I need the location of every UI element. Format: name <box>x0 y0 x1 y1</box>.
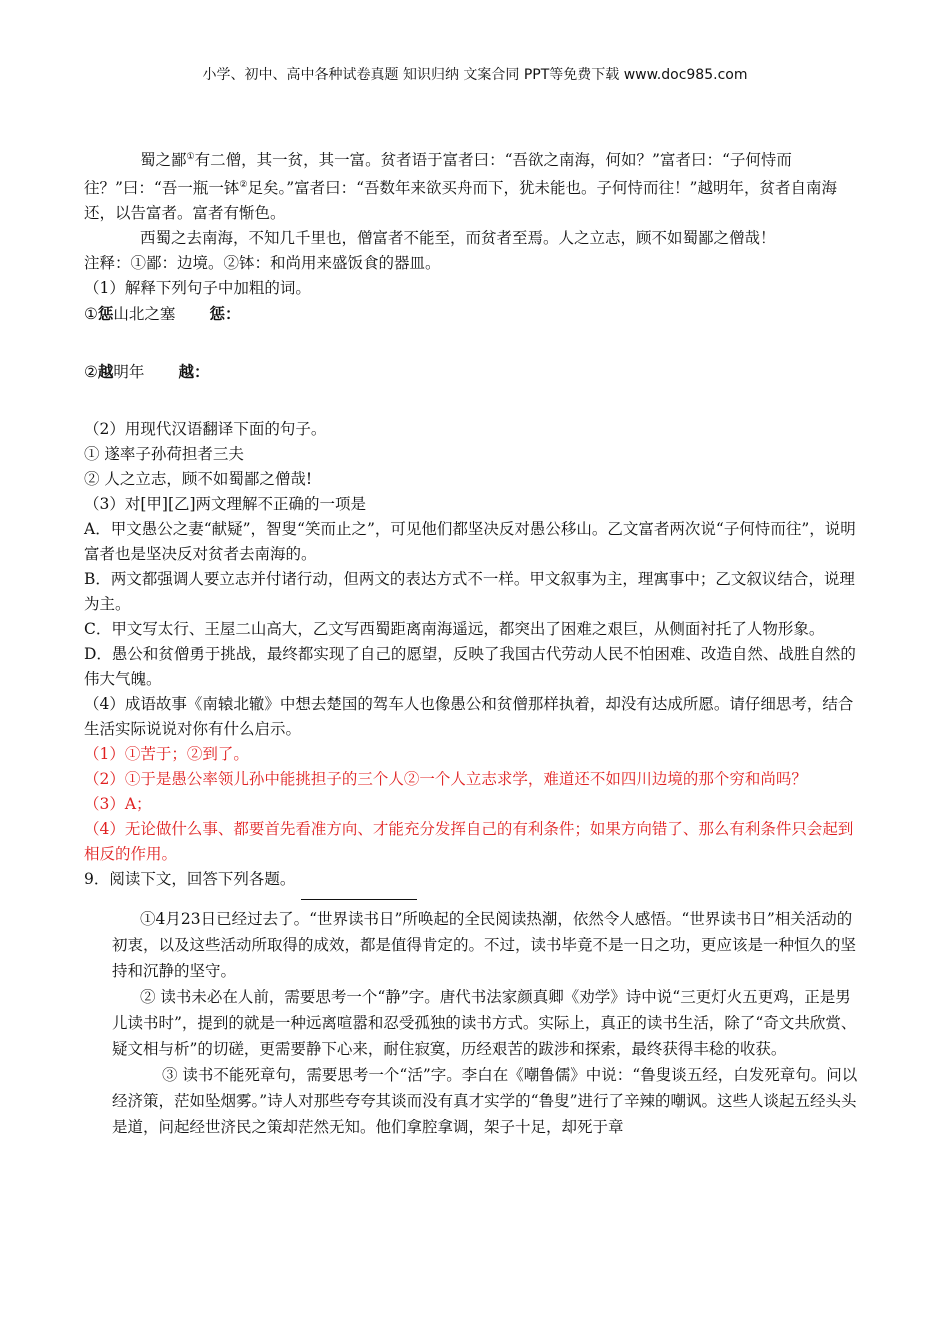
question-3-option-b: B．两文都强调人要立志并付诸行动，但两文的表达方式不一样。甲文叙事为主，理寓事中；乙文叙议结合，说理为主。 <box>84 570 855 614</box>
answer-2: （2）①于是愚公率领儿孙中能挑担子的三个人②一个人立志求学，难道还不如四川边境的那个穷和尚吗？ <box>84 770 807 789</box>
answer-3: （3）A； <box>84 795 152 814</box>
essay <box>84 906 860 1140</box>
document-body <box>84 145 860 1140</box>
question-3-title: （3）对[甲][乙]两文理解不正确的一项是 <box>84 495 367 514</box>
question-4-text: （4）成语故事《南辕北辙》中想去楚国的驾车人也像愚公和贫僧那样执着，却没有达成所愿。请仔细思考，结合生活实际说说对你有什么启示。 <box>84 695 854 739</box>
page-header: 小学、初中、高中各种试卷真题 知识归纳 文案合同 PPT等免费下载 www.doc985.com <box>202 67 748 83</box>
answer-1: （1）①苦于；②到了。 <box>84 745 249 764</box>
question-1-title: （1）解释下列句子中加粗的词。 <box>84 279 311 298</box>
question-3-option-d: D．愚公和贫僧勇于挑战，最终都实现了自己的愿望，反映了我国古代劳动人民不怕困难、改造自然、战胜自然的伟大气魄。 <box>84 645 856 689</box>
essay-paragraph-3: ③ 读书不能死章句，需要思考一个“活”字。李白在《嘲鲁儒》中说：“鲁叟谈五经，白发死章句。问以经济策，茫如坠烟雾。”诗人对那些夸夸其谈而没有真才实学的“鲁叟”进行了辛辣的嘲讽。这些人谈起五经头头是道，问起经世济民之策却茫然无知。他们拿腔拿调，架子十足，却死于章 <box>112 1066 858 1137</box>
passage-paragraph-2: 西蜀之去南海，不知几千里也，僧富者不能至，而贫者至焉。人之立志，顾不如蜀鄙之僧哉！ <box>140 229 776 248</box>
passage-note: 注释：①鄙：边境。②钵：和尚用来盛饭食的器皿。 <box>84 254 441 273</box>
question-3-option-a: A．甲文愚公之妻“献疑”，智叟“笑而止之”，可见他们都坚决反对愚公移山。乙文富者两次说“子何恃而往”，说明富者也是坚决反对贫者去南海的。 <box>84 520 856 564</box>
essay-paragraph-2: ② 读书未必在人前，需要思考一个“静”字。唐代书法家颜真卿《劝学》诗中说“三更灯火五更鸡，正是男儿读书时”，提到的就是一种远离喧嚣和忍受孤独的读书方式。实际上，真正的读书生活，除了“奇文共欣赏、疑文相与析”的切磋，更需要静下心来，耐住寂寞，历经艰苦的跋涉和探索，最终获得丰稔的收获。 <box>112 988 857 1059</box>
question-2-sentence-2: ② 人之立志，顾不如蜀鄙之僧哉! <box>84 470 313 489</box>
question-1-item-1: ①惩山北之塞 惩： <box>84 304 241 324</box>
question-9-title: 9．阅读下文，回答下列各题。 <box>84 870 296 889</box>
passage-paragraph-1: 蜀之鄙①有二僧，其一贫，其一富。贫者语于富者曰：“吾欲之南海，何如？”富者曰：“子何恃而往？”曰：“吾一瓶一钵②足矣。”富者曰：“吾数年来欲买舟而下，犹未能也。子何恃而往！”越明年，贫者自南海还，以告富者。富者有惭色。 <box>84 151 837 223</box>
answer-4: （4）无论做什么事、都要首先看准方向、才能充分发挥自己的有利条件；如果方向错了、那么有利条件只会起到相反的作用。 <box>84 820 854 864</box>
question-2-sentence-1: ① 遂率子孙荷担者三夫 <box>84 445 244 464</box>
title-separator-line <box>301 899 417 900</box>
question-3-option-c: C．甲文写太行、王屋二山高大，乙文写西蜀距离南海遥远，都突出了困难之艰巨，从侧面衬托了人物形象。 <box>84 620 825 639</box>
question-2-title: （2）用现代汉语翻译下面的句子。 <box>84 420 327 439</box>
question-1-item-2: ②越明年 越： <box>84 362 210 382</box>
essay-paragraph-1: ①4月23日已经过去了。“世界读书日”所唤起的全民阅读热潮，依然令人感悟。“世界读书日”相关活动的初衷，以及这些活动所取得的成效，都是值得肯定的。不过，读书毕竟不是一日之功，更应该是一种恒久的坚持和沉静的坚守。 <box>112 910 857 981</box>
